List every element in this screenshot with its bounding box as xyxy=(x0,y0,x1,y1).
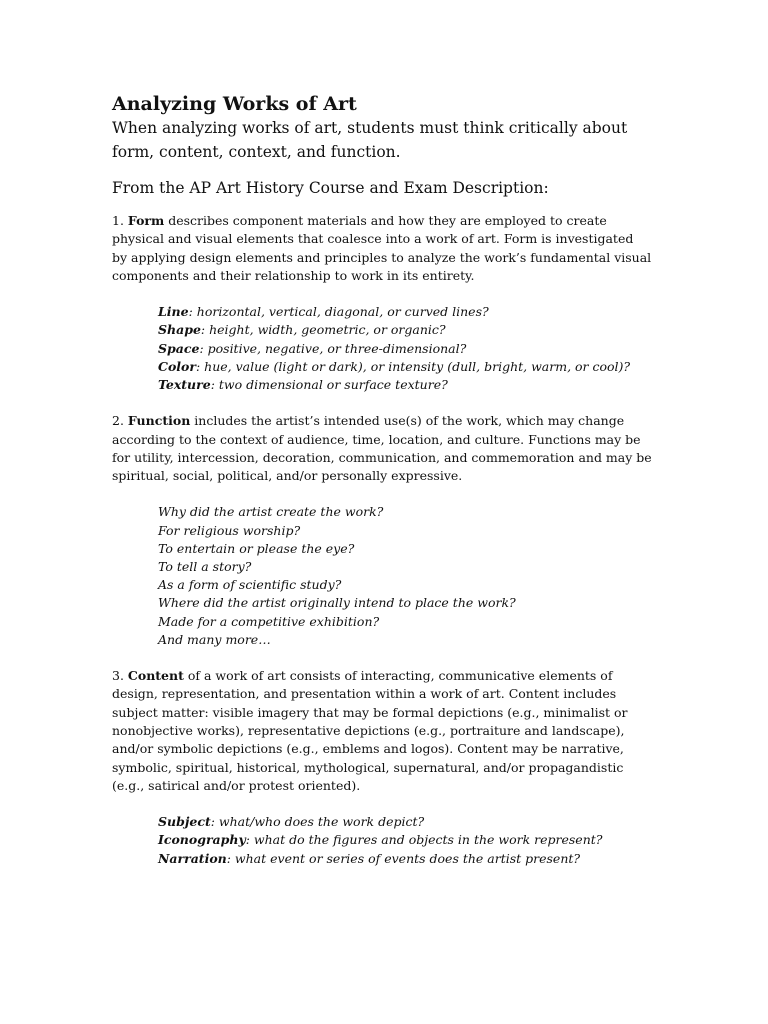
form-number: 1. xyxy=(112,213,128,228)
list-item-term: Subject xyxy=(158,814,211,830)
list-item-text: : what/who does the work depict? xyxy=(210,814,425,830)
list-item: To entertain or please the eye? xyxy=(158,540,355,556)
list-item: And many more… xyxy=(158,631,271,647)
page-title: Analyzing Works of Art xyxy=(112,93,357,115)
page-subtitle: When analyzing works of art, students must think critically about form, content, context, and function. xyxy=(112,119,628,161)
content-paragraph xyxy=(112,667,652,795)
list-item: To tell a story? xyxy=(158,559,252,574)
list-item-term: Color xyxy=(158,358,196,374)
list-item-text: : height, width, geometric, or organic? xyxy=(200,322,446,338)
content-number: 3. xyxy=(112,668,128,684)
list-item xyxy=(158,321,652,339)
form-term: Form xyxy=(127,213,165,228)
list-item-term: Line xyxy=(158,304,189,320)
list-item: Where did the artist originally intend to place the work? xyxy=(158,595,516,611)
list-item xyxy=(158,303,652,321)
list-item xyxy=(158,340,652,358)
list-item xyxy=(158,358,652,376)
source-heading: From the AP Art History Course and Exam Description: xyxy=(112,179,549,197)
list-item-term: Iconography xyxy=(158,832,246,848)
document-page xyxy=(112,92,652,886)
list-item-term: Shape xyxy=(158,322,201,338)
list-item: For religious worship? xyxy=(158,522,301,538)
list-item-term: Texture xyxy=(158,377,211,392)
content-questions-list xyxy=(158,813,652,868)
list-item-text: : what do the figures and objects in the work represent? xyxy=(245,832,603,848)
list-item-term: Narration xyxy=(158,850,227,866)
list-item-text: : horizontal, vertical, diagonal, or curved lines? xyxy=(188,304,489,320)
list-item xyxy=(158,850,652,868)
list-item-term: Space xyxy=(158,340,200,356)
list-item: As a form of scientific study? xyxy=(158,577,342,593)
function-questions-list xyxy=(158,503,652,649)
content-term: Content xyxy=(127,668,184,684)
function-number: 2. xyxy=(112,413,128,429)
list-item-text: : what event or series of events does the artist present? xyxy=(226,850,581,866)
list-item: Made for a competitive exhibition? xyxy=(158,613,380,629)
form-paragraph xyxy=(112,212,652,285)
function-term: Function xyxy=(127,413,191,429)
list-item-text: : two dimensional or surface texture? xyxy=(210,377,448,392)
form-questions-list xyxy=(158,303,652,394)
list-item xyxy=(158,831,652,849)
list-item xyxy=(158,376,652,394)
function-paragraph xyxy=(112,412,652,485)
list-item-text: : hue, value (light or dark), or intensity (dull, bright, warm, or cool)? xyxy=(195,358,631,374)
form-text: describes component materials and how they are employed to create physical and visual elements that coalesce into a work of art. Form is investigated by applying design elements and principles to analyze the work’s fundamental visual components and their relationship to work in its entirety. xyxy=(112,213,652,283)
function-text: includes the artist’s intended use(s) of the work, which may change according to the context of audience, time, location, and culture. Functions may be for utility, intercession, decoration, communication, and commemoration and may be spiritual, social, political, and/or personally expressive. xyxy=(112,413,652,484)
list-item: Why did the artist create the work? xyxy=(158,504,384,520)
list-item xyxy=(158,813,652,831)
content-text: of a work of art consists of interacting, communicative elements of design, representation, and presentation within a work of art. Content includes subject matter: visible imagery that may be formal depictions (e.g., minimalist or nonobjective works), representative depictions (e.g., portraiture and landscape), and/or symbolic depictions (e.g., emblems and logos). Content may be narrative, symbolic, spiritual, historical, mythological, supernatural, and/or propagandistic (e.g., satirical and/or protest oriented). xyxy=(112,668,628,793)
list-item-text: : positive, negative, or three-dimensional? xyxy=(199,340,467,356)
